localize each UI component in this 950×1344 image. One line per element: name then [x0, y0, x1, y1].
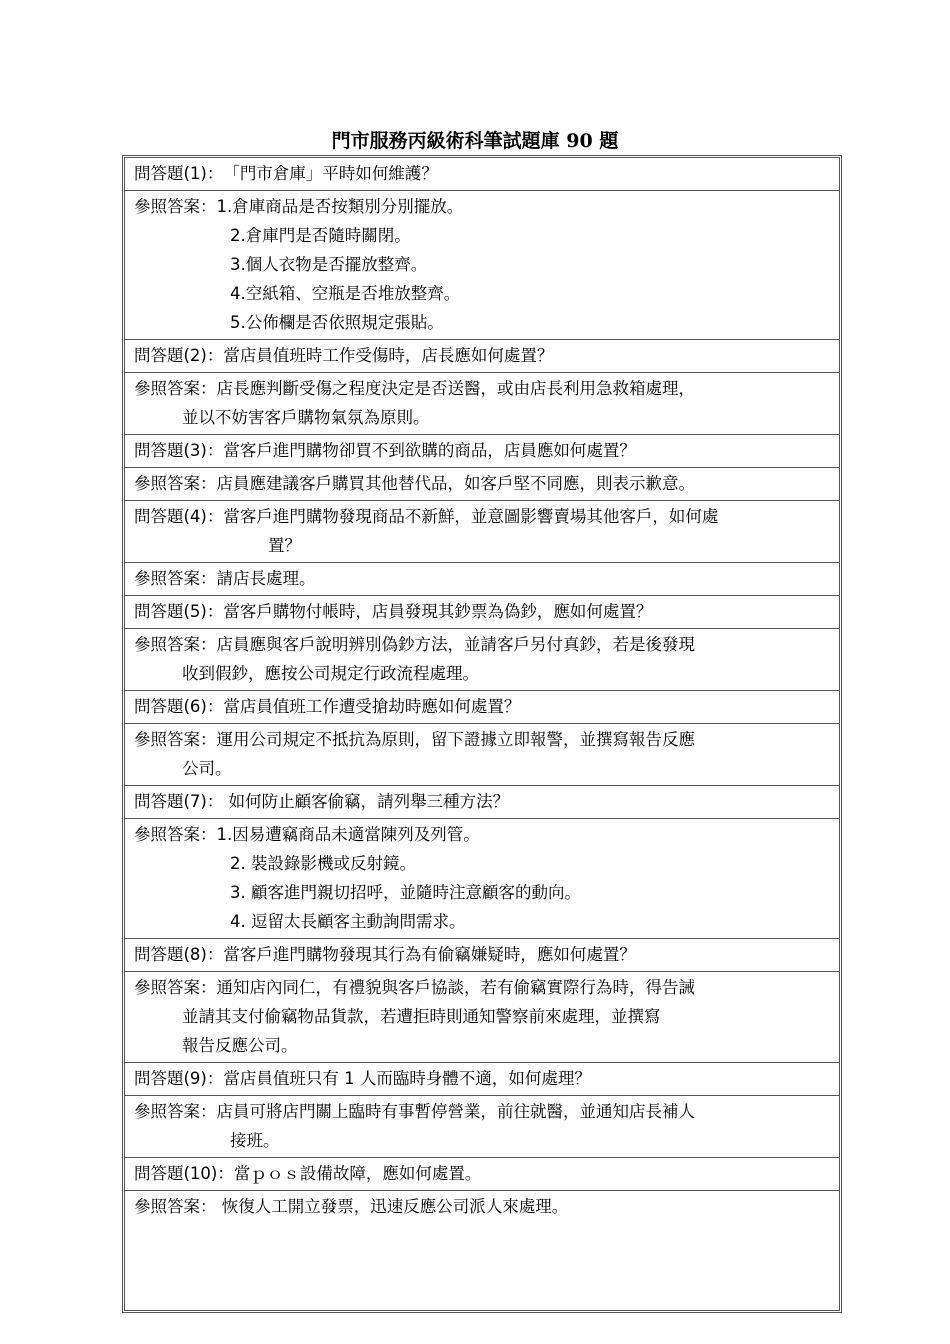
answer-text: 參照答案：1.倉庫商品是否按類別分別擺放。	[134, 197, 464, 216]
question-text: 問答題(4)：當客戶進門購物發現商品不新鮮，並意圖影響賣場其他客戶，如何處	[134, 507, 719, 526]
question-text: 問答題(2)：當店員值班時工作受傷時，店長應如何處置？	[134, 346, 554, 365]
question-row-5	[125, 595, 839, 628]
question-row-3	[125, 434, 839, 467]
qa-table	[122, 155, 842, 1313]
question-text: 問答題(9)：當店員值班只有 1 人而臨時身體不適，如何處理？	[134, 1069, 591, 1088]
question-row-2	[125, 339, 839, 372]
answer-text: 4. 逗留太長顧客主動詢問需求。	[230, 912, 466, 931]
answer-text: 3. 顧客進門親切招呼，並隨時注意顧客的動向。	[230, 883, 581, 902]
answer-text: 並以不妨害客戶購物氣氛為原則。	[182, 408, 430, 427]
answer-row-7	[125, 818, 839, 938]
question-text: 置？	[268, 536, 301, 555]
question-row-7	[125, 785, 839, 818]
answer-text: 參照答案：店長應判斷受傷之程度決定是否送醫，或由店長利用急救箱處理，	[134, 379, 695, 398]
question-text: 問答題(7)： 如何防止顧客偷竊，請列舉三種方法？	[134, 792, 510, 811]
answer-text: 參照答案：店員應與客戶說明辨別偽鈔方法，並請客戶另付真鈔，若是後發現	[134, 635, 695, 654]
answer-row-3	[125, 467, 839, 500]
answer-text: 收到假鈔，應按公司規定行政流程處理。	[182, 664, 479, 683]
answer-row-1	[125, 190, 839, 339]
question-row-8	[125, 938, 839, 971]
answer-text: 參照答案：店員應建議客戶購買其他替代品，如客戶堅不同應，則表示歉意。	[134, 474, 695, 493]
answer-text: 報告反應公司。	[182, 1036, 298, 1055]
question-text: 問答題(8)：當客戶進門購物發現其行為有偷竊嫌疑時，應如何處置？	[134, 945, 636, 964]
answer-row-6	[125, 723, 839, 785]
answer-row-10	[125, 1190, 839, 1310]
answer-text: 參照答案：請店長處理。	[134, 569, 316, 588]
question-row-6	[125, 690, 839, 723]
question-text: 問答題(5)：當客戶購物付帳時，店員發現其鈔票為偽鈔，應如何處置？	[134, 602, 653, 621]
answer-text: 參照答案：店員可將店門關上臨時有事暫停營業，前往就醫，並通知店長補人	[134, 1102, 695, 1121]
question-row-1	[125, 158, 839, 190]
question-text: 問答題(6)：當店員值班工作遭受搶劫時應如何處置？	[134, 697, 521, 716]
answer-text: 參照答案：運用公司規定不抵抗為原則，留下證據立即報警，並撰寫報告反應	[134, 730, 695, 749]
answer-row-8	[125, 971, 839, 1062]
question-row-9	[125, 1062, 839, 1095]
question-row-4	[125, 500, 839, 562]
question-row-10	[125, 1157, 839, 1190]
question-text: 問答題(10)：當ｐｏｓ設備故障，應如何處置。	[134, 1164, 482, 1183]
question-text: 問答題(3)：當客戶進門購物卻買不到欲購的商品，店員應如何處置？	[134, 441, 636, 460]
answer-text: 5.公佈欄是否依照規定張貼。	[230, 313, 444, 332]
answer-text: 參照答案： 恢復人工開立發票，迅速反應公司派人來處理。	[134, 1197, 569, 1216]
answer-row-5	[125, 628, 839, 690]
answer-text: 並請其支付偷竊物品貨款，若遭拒時則通知警察前來處理，並撰寫	[182, 1007, 661, 1026]
answer-text: 接班。	[230, 1131, 280, 1150]
question-text: 問答題(1)： 「門市倉庫」平時如何維護？	[134, 164, 438, 183]
answer-text: 參照答案：1.因易遭竊商品未適當陳列及列管。	[134, 825, 480, 844]
answer-text: 2.倉庫門是否隨時關閉。	[230, 226, 411, 245]
answer-text: 3.個人衣物是否擺放整齊。	[230, 255, 428, 274]
document-title: 門市服務丙級術科筆試題庫 90 題	[331, 130, 619, 152]
answer-text: 2. 裝設錄影機或反射鏡。	[230, 854, 416, 873]
answer-row-2	[125, 372, 839, 434]
answer-text: 公司。	[182, 759, 232, 778]
answer-row-4	[125, 562, 839, 595]
answer-text: 4.空紙箱、空瓶是否堆放整齊。	[230, 284, 461, 303]
answer-row-9	[125, 1095, 839, 1157]
answer-text: 參照答案：通知店內同仁，有禮貌與客戶協談，若有偷竊實際行為時，得告誡	[134, 978, 695, 997]
